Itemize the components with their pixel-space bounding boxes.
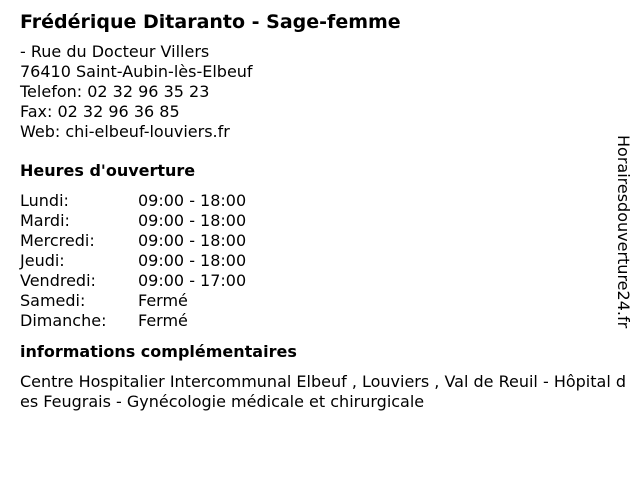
day-label: Dimanche: (20, 311, 107, 330)
day-hours: 09:00 - 18:00 (138, 231, 247, 250)
phone-line: Telefon: 02 32 96 35 23 (20, 82, 210, 101)
page-title: Frédérique Ditaranto - Sage-femme (20, 11, 401, 33)
hours-row-saturday (20, 291, 628, 311)
day-label: Jeudi: (20, 251, 65, 270)
additional-info-heading: informations complémentaires (20, 342, 297, 361)
fax-line: Fax: 02 32 96 36 85 (20, 102, 180, 121)
day-label: Samedi: (20, 291, 86, 310)
street-line: - Rue du Docteur Villers (20, 42, 210, 61)
opening-hours-table (20, 191, 628, 331)
hours-row-sunday (20, 311, 628, 331)
hours-row-monday (20, 191, 628, 211)
city-line: 76410 Saint-Aubin-lès-Elbeuf (20, 62, 253, 81)
site-watermark: Horairesdouverture24.fr (614, 135, 633, 329)
day-hours: 09:00 - 17:00 (138, 271, 247, 290)
hours-row-thursday (20, 251, 628, 271)
day-hours: 09:00 - 18:00 (138, 211, 247, 230)
day-label: Mardi: (20, 211, 70, 230)
hours-row-wednesday (20, 231, 628, 251)
opening-hours-heading: Heures d'ouverture (20, 161, 196, 180)
address-block (20, 42, 628, 142)
hours-row-friday (20, 271, 628, 291)
day-label: Lundi: (20, 191, 69, 210)
day-label: Vendredi: (20, 271, 96, 290)
day-hours: 09:00 - 18:00 (138, 191, 247, 210)
web-line: Web: chi-elbeuf-louviers.fr (20, 122, 230, 141)
day-label: Mercredi: (20, 231, 95, 250)
day-hours: 09:00 - 18:00 (138, 251, 247, 270)
hours-row-tuesday (20, 211, 628, 231)
business-listing (20, 9, 628, 412)
day-hours: Fermé (138, 311, 188, 330)
day-hours: Fermé (138, 291, 188, 310)
additional-info-text: Centre Hospitalier Intercommunal Elbeuf , Louviers , Val de Reuil - Hôpital des Feugrais - Gynécologie médicale et chirurgicale (20, 372, 627, 411)
